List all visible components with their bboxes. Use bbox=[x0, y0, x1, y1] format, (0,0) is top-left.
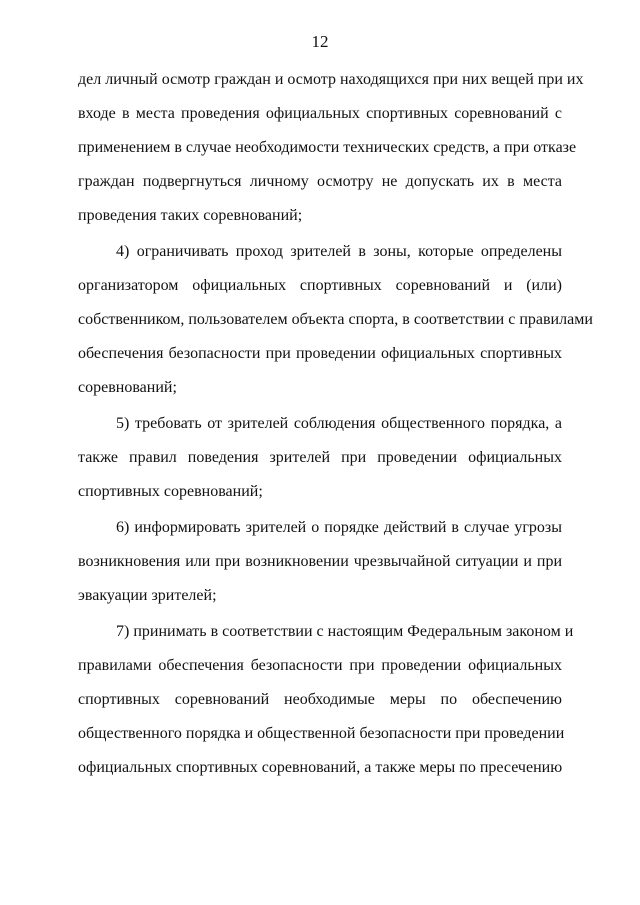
text-line: спортивных соревнований; bbox=[78, 483, 263, 500]
text-line: возникновения или при возникновении чрезвычайной ситуации и при bbox=[78, 553, 562, 570]
paragraph-item-4-first-line: 4) ограничивать проход зрителей в зоны, которые определены bbox=[116, 243, 562, 260]
text-line: соревнований; bbox=[78, 379, 177, 396]
paragraph-item-7-first-line: 7) принимать в соответствии с настоящим Федеральным законом и bbox=[116, 623, 574, 640]
paragraph-item-5-first-line: 5) требовать от зрителей соблюдения общественного порядка, а bbox=[116, 415, 562, 432]
text-line: также правил поведения зрителей при проведении официальных bbox=[78, 449, 562, 466]
text-line: применением в случае необходимости технических средств, а при отказе bbox=[78, 139, 577, 156]
text-line: спортивных соревнований необходимые меры по обеспечению bbox=[78, 691, 562, 708]
text-line: входе в места проведения официальных спортивных соревнований с bbox=[78, 105, 562, 122]
text-line: граждан подвергнуться личному осмотру не допускать их в места bbox=[78, 173, 562, 190]
page-number: 12 bbox=[311, 32, 329, 51]
text-line: проведения таких соревнований; bbox=[78, 207, 303, 224]
text-line: эвакуации зрителей; bbox=[78, 587, 217, 604]
text-line: собственником, пользователем объекта спорта, в соответствии с правилами bbox=[78, 311, 593, 328]
text-line: обеспечения безопасности при проведении официальных спортивных bbox=[78, 345, 562, 362]
text-line: официальных спортивных соревнований, а также меры по пресечению bbox=[78, 759, 563, 776]
text-line: дел личный осмотр граждан и осмотр находящихся при них вещей при их bbox=[78, 71, 584, 88]
paragraph-item-6-first-line: 6) информировать зрителей о порядке действий в случае угрозы bbox=[116, 519, 562, 536]
text-line: организатором официальных спортивных соревнований и (или) bbox=[78, 277, 562, 294]
text-line: правилами обеспечения безопасности при проведении официальных bbox=[78, 657, 562, 674]
text-line: общественного порядка и общественной безопасности при проведении bbox=[78, 725, 565, 742]
